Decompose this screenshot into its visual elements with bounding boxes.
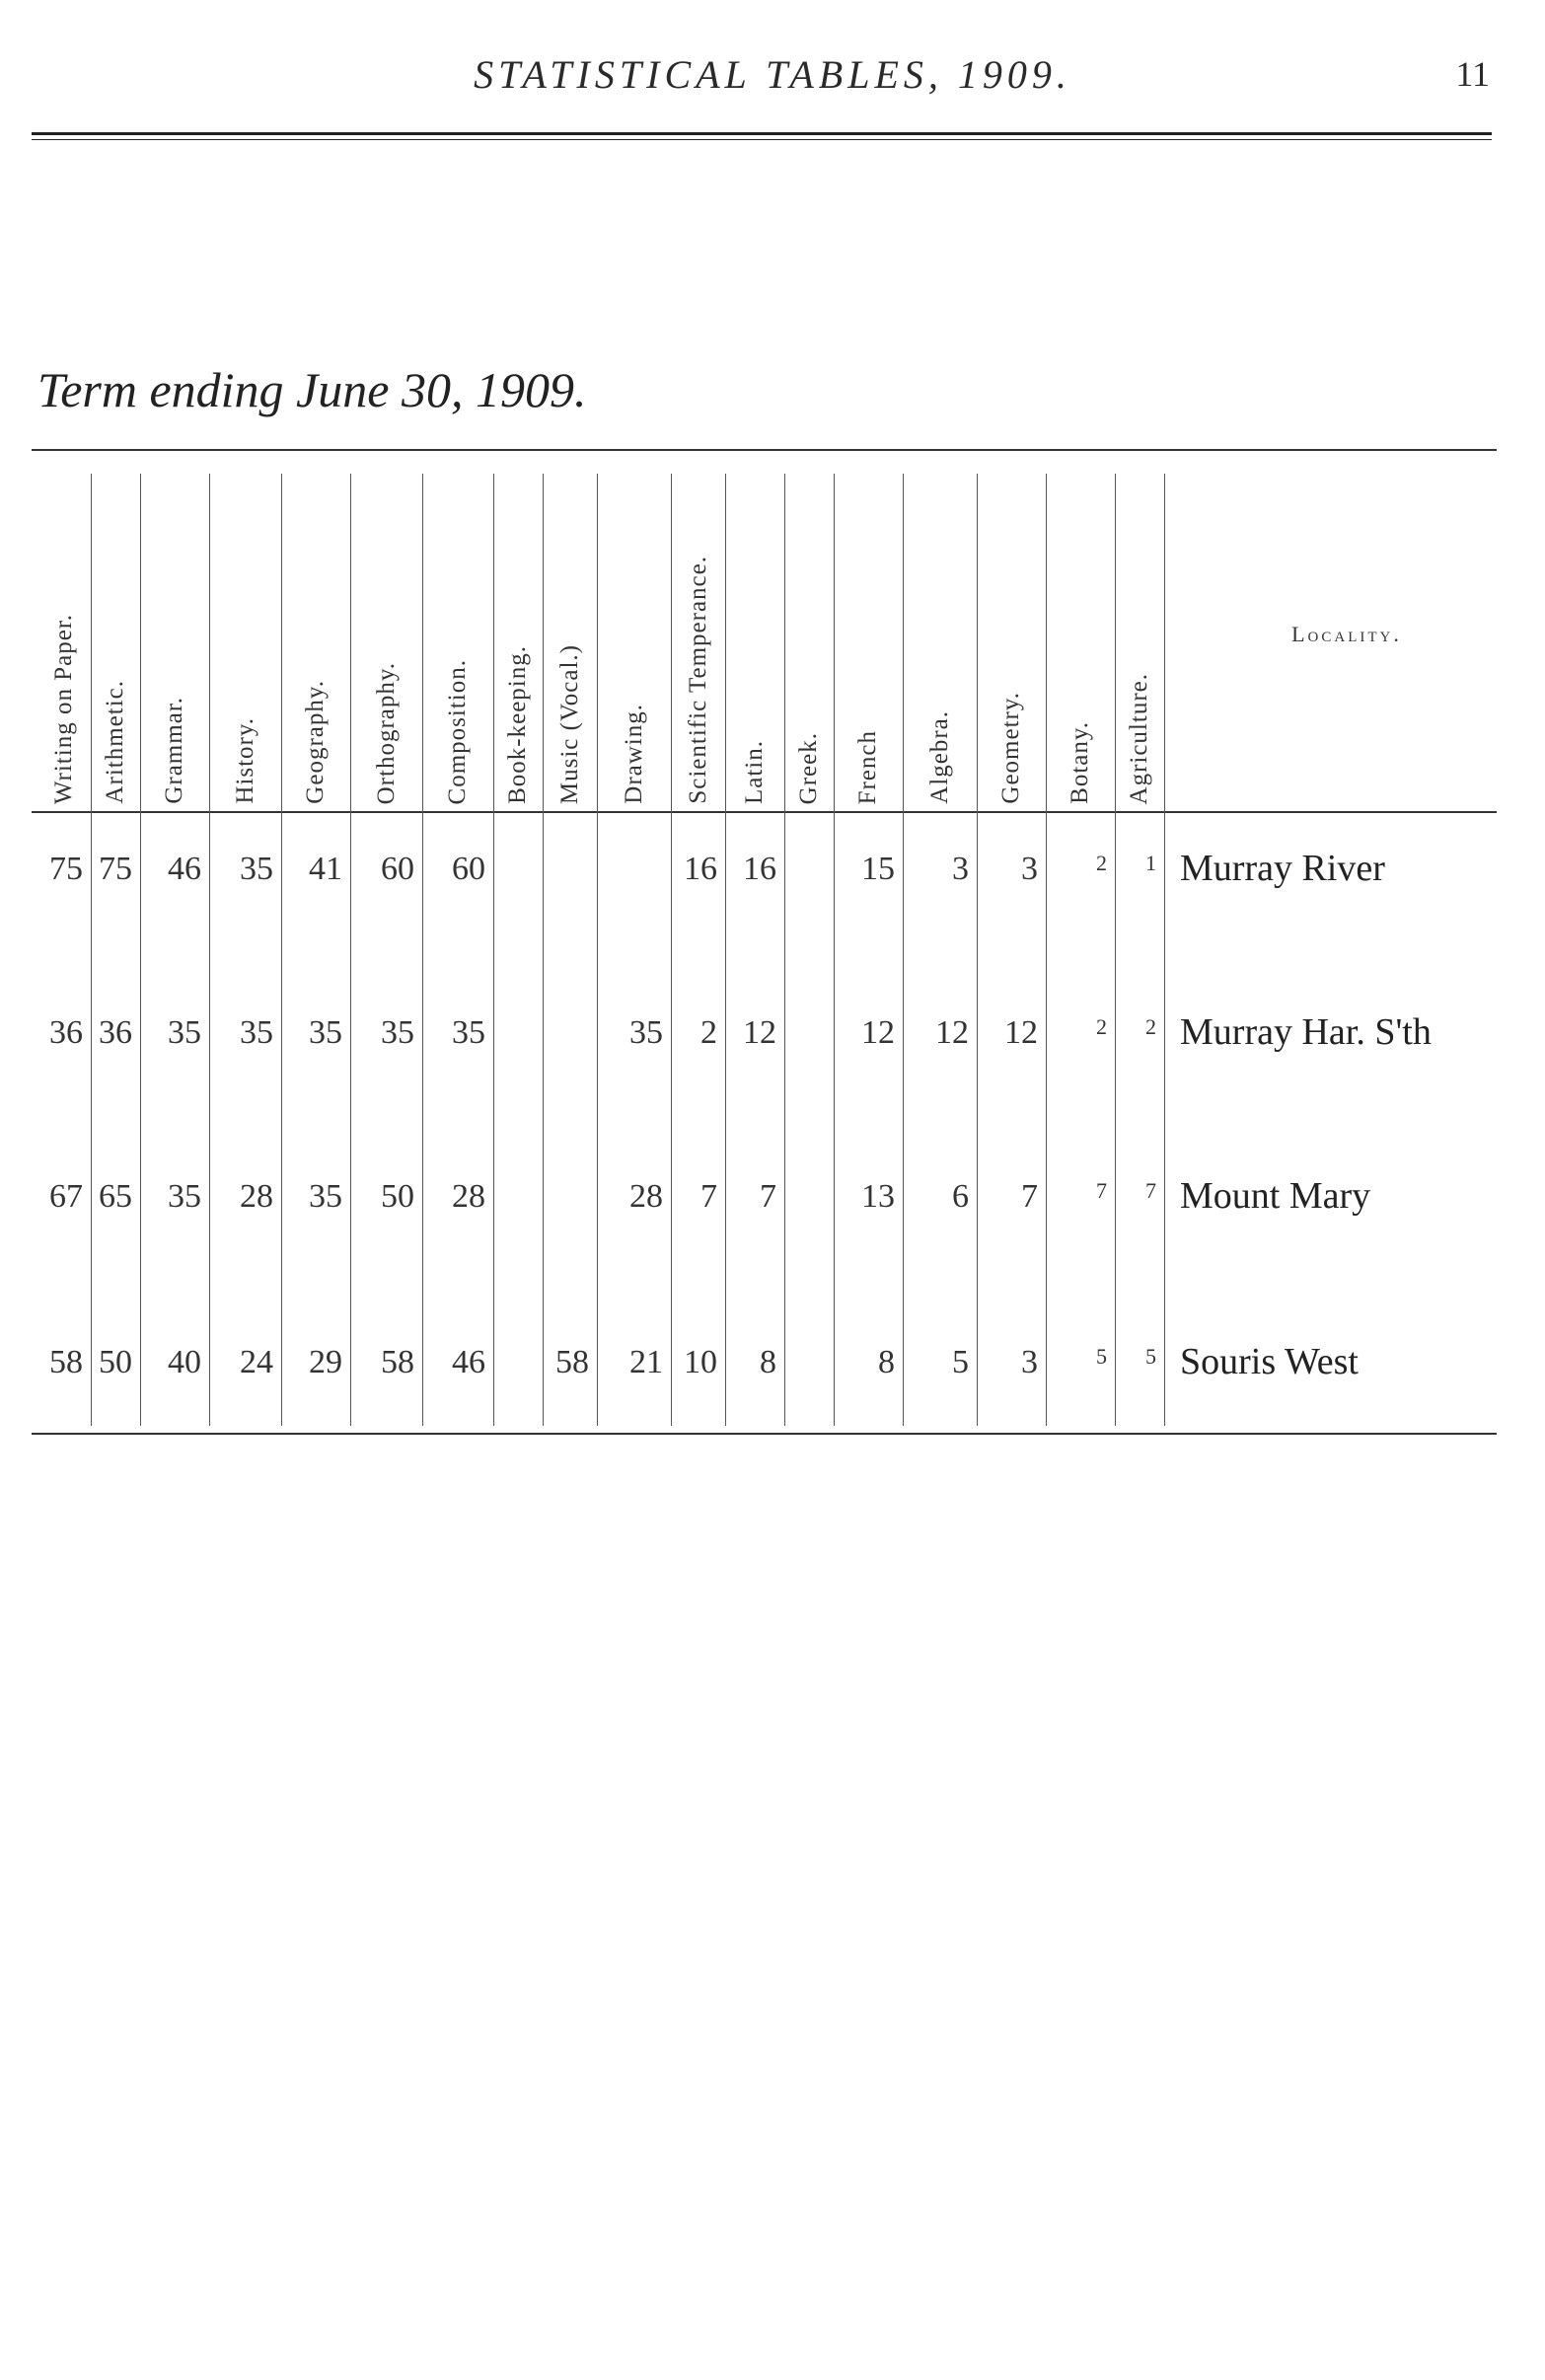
table-cell: 7 <box>700 1178 717 1215</box>
table-cell: 5 <box>952 1344 969 1380</box>
table-cell: 35 <box>309 1014 342 1051</box>
table-cell: 40 <box>168 1344 201 1380</box>
column-header-label: Geometry. <box>997 692 1024 804</box>
column-header-label: History. <box>231 717 258 804</box>
table-cell: 60 <box>381 851 414 887</box>
table-cell: 46 <box>168 851 201 887</box>
table-cell: 15 <box>861 851 895 887</box>
table-cell: 58 <box>49 1344 83 1380</box>
table-cell: 2 <box>1096 851 1107 875</box>
table-cell: 2 <box>1096 1014 1107 1039</box>
header-rule-thin <box>32 139 1492 140</box>
table-cell: 35 <box>168 1178 201 1215</box>
table-cell: 46 <box>452 1344 485 1380</box>
table-bottom-rule <box>32 1433 1497 1435</box>
column-header <box>281 474 350 804</box>
table-cell: 7 <box>1021 1178 1038 1215</box>
header-rule <box>32 132 1492 135</box>
table-cell: 67 <box>49 1178 83 1215</box>
table-cell: 65 <box>99 1178 132 1215</box>
column-header-label: Geography. <box>302 680 329 804</box>
table-cell: 58 <box>555 1344 589 1380</box>
column-header <box>1115 474 1164 804</box>
table-cell: 7 <box>1145 1178 1156 1203</box>
table-cell: 5 <box>1145 1344 1156 1369</box>
table-cell: 5 <box>1096 1344 1107 1369</box>
column-header-label: Composition. <box>444 658 471 804</box>
column-header <box>350 474 422 804</box>
table-cell: 35 <box>452 1014 485 1051</box>
column-header-label: Drawing. <box>620 704 647 804</box>
header-bottom-rule <box>32 811 1497 813</box>
column-header <box>209 474 281 804</box>
column-header-label: Agriculture. <box>1126 672 1152 804</box>
table-cell: 36 <box>49 1014 83 1051</box>
column-header-label: French <box>854 729 881 804</box>
table-cell: 13 <box>861 1178 895 1215</box>
locality-header: Locality. <box>1291 622 1402 646</box>
table-cell: 3 <box>952 851 969 887</box>
column-header-label: Latin. <box>741 739 768 804</box>
table-cell: 1 <box>1145 851 1156 875</box>
table-cell: 35 <box>168 1014 201 1051</box>
column-header-label: Arithmetic. <box>102 680 128 804</box>
locality-name: Murray River <box>1180 848 1385 889</box>
column-header <box>671 474 725 804</box>
table-cell: 36 <box>99 1014 132 1051</box>
column-header-label: Scientific Temperance. <box>684 556 711 804</box>
table-cell: 7 <box>760 1178 776 1215</box>
column-header <box>977 474 1046 804</box>
column-divider <box>1164 474 1165 1426</box>
column-header-label: Book-keeping. <box>504 645 531 804</box>
table-cell: 12 <box>1004 1014 1038 1051</box>
table-cell: 21 <box>629 1344 663 1380</box>
column-header-label: Writing on Paper. <box>50 613 77 804</box>
table-cell: 3 <box>1021 1344 1038 1380</box>
table-cell: 16 <box>684 851 717 887</box>
column-header <box>543 474 597 804</box>
table-cell: 35 <box>629 1014 663 1051</box>
locality-name: Souris West <box>1180 1341 1359 1382</box>
table-cell: 2 <box>700 1014 717 1051</box>
term-title: Term ending June 30, 1909. <box>37 362 587 417</box>
table-cell: 8 <box>760 1344 776 1380</box>
column-header <box>903 474 977 804</box>
column-header <box>834 474 903 804</box>
table-cell: 75 <box>99 851 132 887</box>
table-top-rule <box>32 449 1497 451</box>
table-cell: 35 <box>309 1178 342 1215</box>
table-cell: 28 <box>629 1178 663 1215</box>
column-header <box>784 474 834 804</box>
table-cell: 35 <box>240 1014 273 1051</box>
table-cell: 3 <box>1021 851 1038 887</box>
column-header-label: Grammar. <box>161 697 187 804</box>
table-cell: 24 <box>240 1344 273 1380</box>
column-header-label: Botany. <box>1067 721 1093 804</box>
table-cell: 12 <box>743 1014 776 1051</box>
table-cell: 28 <box>240 1178 273 1215</box>
table-cell: 12 <box>935 1014 969 1051</box>
table-cell: 35 <box>240 851 273 887</box>
column-header <box>422 474 493 804</box>
locality-name: Mount Mary <box>1180 1175 1371 1217</box>
table-cell: 28 <box>452 1178 485 1215</box>
page-number: 11 <box>1455 54 1490 94</box>
table-cell: 8 <box>878 1344 895 1380</box>
column-header <box>597 474 671 804</box>
table-cell: 50 <box>99 1344 132 1380</box>
column-header <box>725 474 784 804</box>
table-cell: 6 <box>952 1178 969 1215</box>
table-cell: 29 <box>309 1344 342 1380</box>
table-cell: 12 <box>861 1014 895 1051</box>
column-header <box>493 474 543 804</box>
table-cell: 50 <box>381 1178 414 1215</box>
column-header-label: Greek. <box>795 731 822 804</box>
table-cell: 35 <box>381 1014 414 1051</box>
column-header-label: Orthography. <box>372 661 400 804</box>
table-cell: 58 <box>381 1344 414 1380</box>
table-cell: 75 <box>49 851 83 887</box>
column-header <box>91 474 140 804</box>
column-header-label: Music (Vocal.) <box>555 643 583 804</box>
running-head: STATISTICAL TABLES, 1909. <box>474 52 1071 97</box>
table-cell: 60 <box>452 851 485 887</box>
locality-name: Murray Har. S'th <box>1180 1011 1432 1053</box>
column-header <box>140 474 209 804</box>
column-header <box>37 474 91 804</box>
table-cell: 7 <box>1096 1178 1107 1203</box>
column-header <box>1046 474 1115 804</box>
column-header-label: Algebra. <box>925 710 953 804</box>
table-cell: 2 <box>1145 1014 1156 1039</box>
table-cell: 41 <box>309 851 342 887</box>
table-cell: 10 <box>684 1344 717 1380</box>
table-cell: 16 <box>743 851 776 887</box>
